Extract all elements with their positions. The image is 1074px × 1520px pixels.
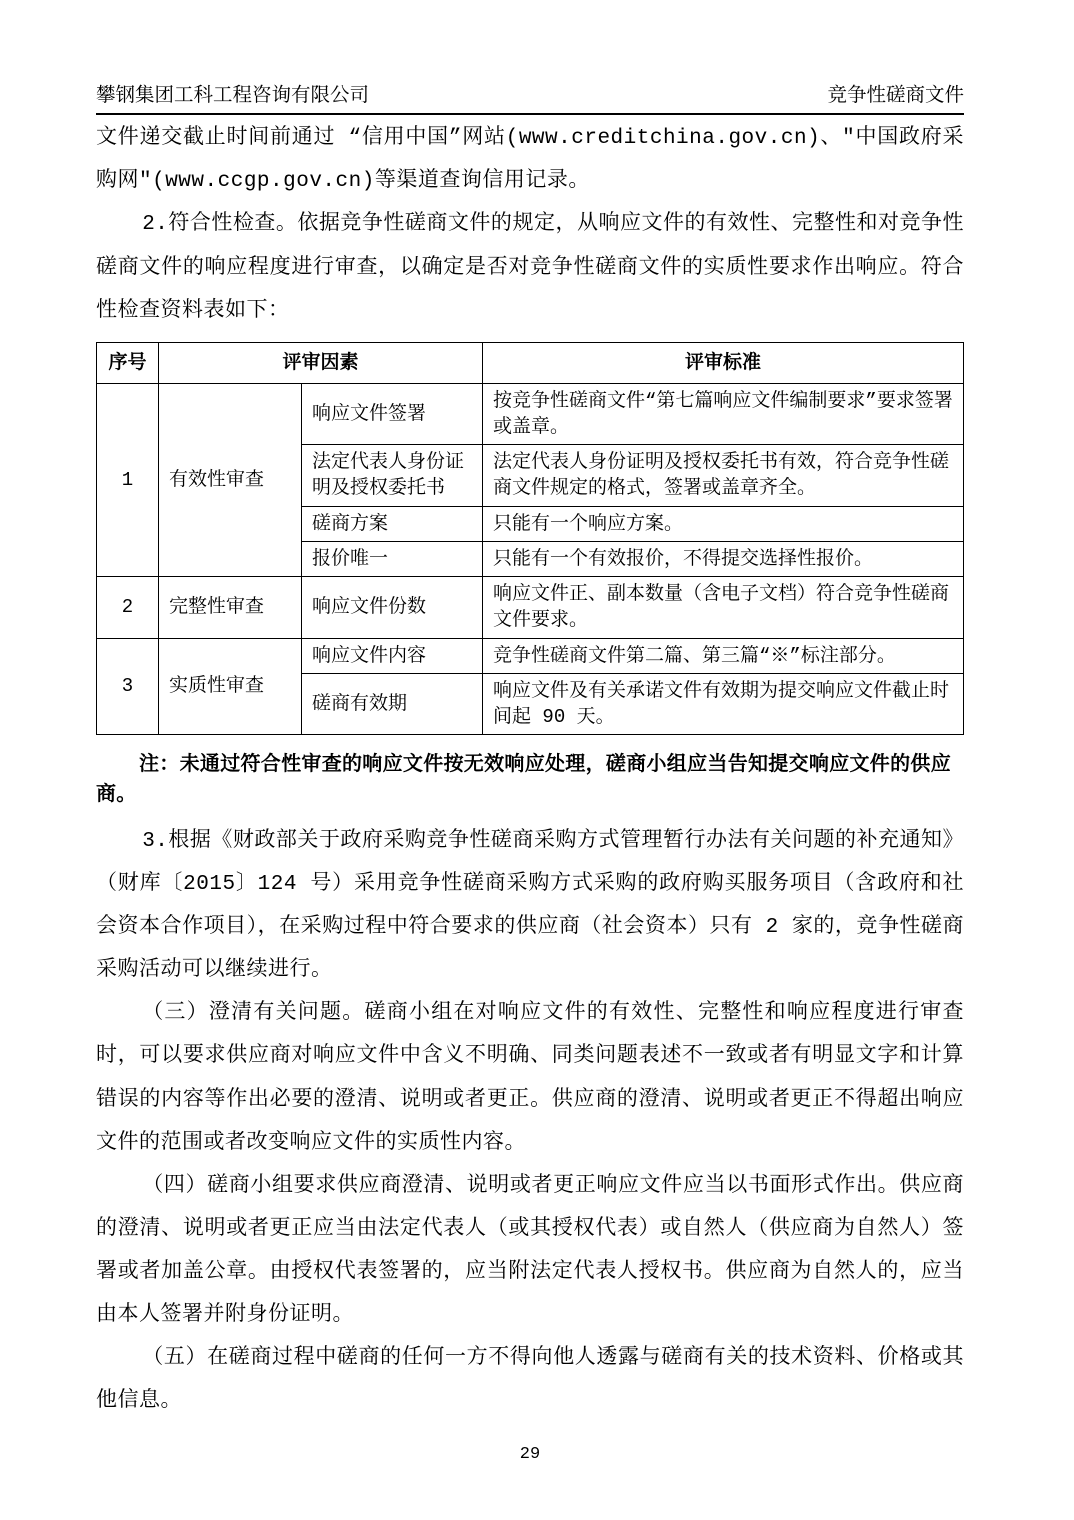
- category-cell: 完整性审查: [159, 577, 302, 638]
- category-cell: 实质性审查: [159, 638, 302, 735]
- category-cell: 有效性审查: [159, 383, 302, 576]
- standard-cell: 按竞争性磋商文件“第七篇响应文件编制要求”要求签署或盖章。: [483, 383, 964, 444]
- compliance-review-table: [96, 342, 964, 736]
- standard-cell: 响应文件正、副本数量（含电子文档）符合竞争性磋商文件要求。: [483, 577, 964, 638]
- paragraph-confidentiality: （五）在磋商过程中磋商的任何一方不得向他人透露与磋商有关的技术资料、价格或其他信息。: [96, 1346, 964, 1413]
- factor-cell: 磋商方案: [302, 506, 483, 541]
- table-row: [97, 383, 964, 444]
- page-body: [96, 117, 964, 1423]
- column-header-seq: 序号: [97, 342, 159, 383]
- table-row: [97, 577, 964, 638]
- factor-cell: 报价唯一: [302, 541, 483, 576]
- column-header-standard: 评审标准: [483, 342, 964, 383]
- seq-cell: 3: [97, 638, 159, 735]
- page-header: [96, 84, 964, 115]
- standard-cell: 只能有一个响应方案。: [483, 506, 964, 541]
- seq-cell: 2: [97, 577, 159, 638]
- paragraph-written-form: （四）磋商小组要求供应商澄清、说明或者更正响应文件应当以书面形式作出。供应商的澄清、说明或者更正应当由法定代表人（或其授权代表）或自然人（供应商为自然人）签署或者加盖公章。由授权代表签署的，应当附法定代表人授权书。供应商为自然人的，应当由本人签署并附身份证明。: [96, 1174, 964, 1327]
- factor-cell: 法定代表人身份证明及授权委托书: [302, 445, 483, 506]
- factor-cell: 响应文件内容: [302, 638, 483, 673]
- paragraph-credit-lookup: 文件递交截止时间前通过 “信用中国”网站(www.creditchina.gov.cn)、″中国政府采购网″(www.ccgp.gov.cn)等渠道查询信用记录。: [96, 127, 964, 194]
- factor-cell: 磋商有效期: [302, 673, 483, 734]
- table-header-row: [97, 342, 964, 383]
- header-company-name: 攀钢集团工科工程咨询有限公司: [96, 85, 370, 107]
- standard-cell: 响应文件及有关承诺文件有效期为提交响应文件截止时间起 90 天。: [483, 673, 964, 734]
- paragraph-item3-supplement-notice: 3.根据《财政部关于政府采购竞争性磋商采购方式管理暂行办法有关问题的补充通知》（财库〔2015〕124 号）采用竞争性磋商采购方式采购的政府购买服务项目（含政府和社会资本合作项目），在采购过程中符合要求的供应商（社会资本）只有 2 家的，竞争性磋商采购活动可以继续进行。: [96, 830, 964, 983]
- header-doc-type: 竞争性磋商文件: [827, 85, 964, 107]
- paragraph-clarification: （三）澄清有关问题。磋商小组在对响应文件的有效性、完整性和响应程度进行审查时，可以要求供应商对响应文件中含义不明确、同类问题表述不一致或者有明显文字和计算错误的内容等作出必要的澄清、说明或者更正。供应商的澄清、说明或者更正不得超出响应文件的范围或者改变响应文件的实质性内容。: [96, 1002, 964, 1155]
- page-number: 29: [519, 1444, 541, 1464]
- standard-cell: 竞争性磋商文件第二篇、第三篇“※”标注部分。: [483, 638, 964, 673]
- seq-cell: 1: [97, 383, 159, 576]
- standard-cell: 法定代表人身份证明及授权委托书有效，符合竞争性磋商文件规定的格式，签署或盖章齐全。: [483, 445, 964, 506]
- factor-cell: 响应文件份数: [302, 577, 483, 638]
- paragraph-compliance-check: 2.符合性检查。依据竞争性磋商文件的规定，从响应文件的有效性、完整性和对竞争性磋商文件的响应程度进行审查，以确定是否对竞争性磋商文件的实质性要求作出响应。符合性检查资料表如下：: [96, 213, 964, 323]
- column-header-factor: 评审因素: [159, 342, 483, 383]
- table-note: 注：未通过符合性审查的响应文件按无效响应处理，磋商小组应当告知提交响应文件的供应商。: [96, 754, 951, 808]
- page-footer: [96, 1445, 964, 1464]
- standard-cell: 只能有一个有效报价，不得提交选择性报价。: [483, 541, 964, 576]
- factor-cell: 响应文件签署: [302, 383, 483, 444]
- table-row: [97, 638, 964, 673]
